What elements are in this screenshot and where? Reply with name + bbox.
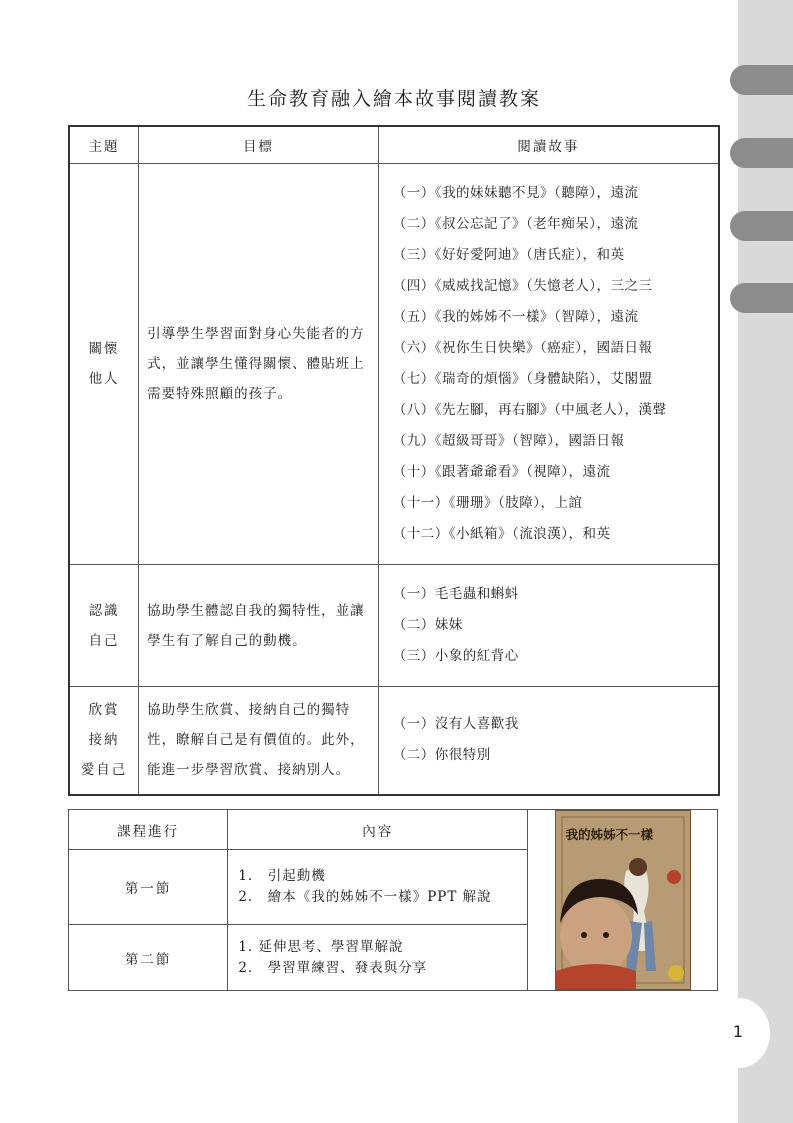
page-number: 1 [732, 1022, 744, 1041]
header-theme: 主題 [69, 126, 139, 164]
story-item: （一）毛毛蟲和蝌蚪 [392, 586, 519, 602]
story-item: （十一）《珊珊》（肢障），上誼 [392, 495, 583, 511]
content-item: 2. 學習單練習、發表與分享 [238, 959, 428, 976]
theme-line: 他人 [88, 371, 120, 387]
table-row [69, 565, 719, 687]
theme-cell [69, 687, 139, 795]
session-cell: 第二節 [69, 925, 228, 991]
story-item: （九）《超級哥哥》（智障），國語日報 [392, 433, 625, 449]
story-item: （七）《瑞奇的煩惱》（身體缺陷），艾閣盟 [392, 371, 653, 387]
lesson-table [68, 125, 720, 796]
book-cover-cell [528, 810, 718, 991]
side-tab [730, 65, 793, 95]
stories-cell [378, 164, 719, 565]
goal-cell: 協助學生體認自我的獨特性，並讓學生有了解自己的動機。 [139, 565, 379, 687]
course-table-header [69, 810, 718, 850]
header-goal: 目標 [139, 126, 379, 164]
side-tab [730, 283, 793, 313]
theme-line: 認識 [88, 602, 120, 619]
story-item: （一）《我的妹妹聽不見》（聽障），遠流 [392, 185, 639, 201]
table-row [69, 687, 719, 795]
content-item: 2. 繪本《我的姊姊不一樣》PPT 解說 [238, 889, 492, 905]
header-stories: 閱讀故事 [378, 126, 719, 164]
story-item: （二）妹妹 [392, 617, 463, 633]
story-item: （八）《先左腳，再右腳》（中風老人），漢聲 [392, 402, 667, 418]
header-content: 內容 [228, 810, 528, 850]
theme-line: 愛自己 [80, 762, 128, 779]
side-tab [730, 211, 793, 241]
story-item: （六）《祝你生日快樂》（癌症），國語日報 [392, 340, 653, 356]
stories-cell [378, 687, 719, 795]
theme-line: 關懷 [88, 341, 120, 357]
theme-cell [69, 565, 139, 687]
story-item: （二）你很特別 [392, 747, 491, 764]
stories-cell [378, 565, 719, 687]
table-row [69, 164, 719, 565]
story-item: （五）《我的姊姊不一樣》（智障），遠流 [392, 309, 639, 325]
session-cell: 第一節 [69, 850, 228, 925]
lesson-table-header [69, 126, 719, 164]
theme-cell [69, 164, 139, 565]
page-title: 生命教育融入繪本故事閱讀教案 [246, 88, 541, 110]
story-item: （二）《叔公忘記了》（老年痴呆），遠流 [392, 216, 639, 232]
theme-line: 接納 [88, 732, 120, 749]
goal-cell: 引導學生學習面對身心失能者的方式，並讓學生懂得關懷、體貼班上需要特殊照顧的孩子。 [139, 164, 379, 565]
story-item: （十二）《小紙箱》（流浪漢），和英 [392, 526, 611, 542]
story-item: （十）《跟著爺爺看》（視障），遠流 [392, 464, 611, 480]
story-item: （一）沒有人喜歡我 [392, 716, 519, 733]
side-strip [738, 0, 793, 1123]
story-item: （四）《威威找記憶》（失憶老人），三之三 [392, 278, 653, 294]
content-cell [228, 925, 528, 991]
content-item: 1. 延伸思考、學習單解說 [238, 938, 404, 955]
book-cover-title: 我的姊姊不一樣 [565, 827, 654, 842]
side-tab [730, 138, 793, 168]
theme-line: 欣賞 [88, 702, 120, 719]
story-item: （三）小象的紅背心 [392, 648, 519, 664]
header-session: 課程進行 [69, 810, 228, 850]
book-cover-image [555, 810, 691, 990]
theme-line: 自己 [88, 632, 120, 649]
content-item: 1. 引起動機 [238, 868, 326, 884]
course-table [68, 809, 718, 991]
goal-cell: 協助學生欣賞、接納自己的獨特性，瞭解自己是有價值的。此外，能進一步學習欣賞、接納別人。 [139, 687, 379, 795]
content-cell [228, 850, 528, 925]
story-item: （三）《好好愛阿迪》（唐氏症），和英 [392, 247, 625, 263]
